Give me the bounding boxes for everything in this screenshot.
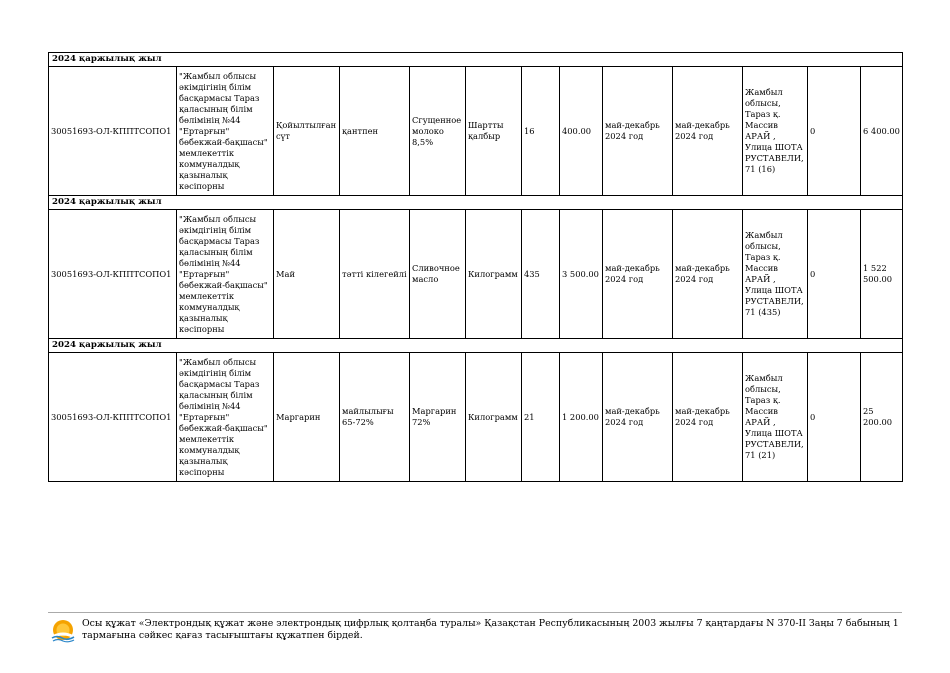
total-amount: 25 200.00: [861, 353, 903, 482]
delivery-address: Жамбыл облысы, Тараз қ. Массив АРАЙ , Улица ШОТА РУСТАВЕЛИ, 71 (435): [743, 210, 808, 339]
item-description: Сливочное масло: [410, 210, 466, 339]
delivery-address: Жамбыл облысы, Тараз қ. Массив АРАЙ , Улица ШОТА РУСТАВЕЛИ, 71 (16): [743, 67, 808, 196]
item-name: Қойылтылған сүт: [274, 67, 340, 196]
egov-sun-logo-icon: [50, 618, 76, 644]
period-to: май-декабрь 2024 год: [673, 67, 743, 196]
total-amount: 6 400.00: [861, 67, 903, 196]
procurement-table: [48, 52, 903, 482]
advance: 0: [808, 67, 861, 196]
item-characteristic: майлылығы 65-72%: [340, 353, 410, 482]
item-characteristic: тәтті кілегейлі: [340, 210, 410, 339]
lot-code: 30051693-ОЛ-КППТСОПО1: [49, 353, 177, 482]
delivery-address: Жамбыл облысы, Тараз қ. Массив АРАЙ , Улица ШОТА РУСТАВЕЛИ, 71 (21): [743, 353, 808, 482]
price: 1 200.00: [560, 353, 603, 482]
footer: [48, 616, 902, 648]
customer-name: "Жамбыл облысы әкімдігінің білім басқармасы Тараз қаласының білім бөлімінің №44 "Ертарғын" бөбекжай-бақшасы" мемлекеттік коммуналдық қазыналық кәсіпорны: [177, 67, 274, 196]
lot-code: 30051693-ОЛ-КППТСОПО1: [49, 210, 177, 339]
footer-divider: [48, 612, 902, 613]
year-label: 2024 қаржылық жыл: [49, 196, 903, 210]
year-row: [49, 339, 903, 353]
price: 400.00: [560, 67, 603, 196]
period-to: май-декабрь 2024 год: [673, 210, 743, 339]
unit: Килограмм: [466, 210, 522, 339]
item-description: Сгущенное молоко 8,5%: [410, 67, 466, 196]
quantity: 16: [522, 67, 560, 196]
year-row: [49, 53, 903, 67]
quantity: 435: [522, 210, 560, 339]
customer-name: "Жамбыл облысы әкімдігінің білім басқармасы Тараз қаласының білім бөлімінің №44 "Ертарғын" бөбекжай-бақшасы" мемлекеттік коммуналдық қазыналық кәсіпорны: [177, 353, 274, 482]
advance: 0: [808, 353, 861, 482]
table-row: [49, 210, 903, 339]
table-row: [49, 353, 903, 482]
lot-code: 30051693-ОЛ-КППТСОПО1: [49, 67, 177, 196]
advance: 0: [808, 210, 861, 339]
year-label: 2024 қаржылық жыл: [49, 53, 903, 67]
item-characteristic: қантпен: [340, 67, 410, 196]
table-row: [49, 67, 903, 196]
year-label: 2024 қаржылық жыл: [49, 339, 903, 353]
period-to: май-декабрь 2024 год: [673, 353, 743, 482]
period-from: май-декабрь 2024 год: [603, 210, 673, 339]
period-from: май-декабрь 2024 год: [603, 353, 673, 482]
total-amount: 1 522 500.00: [861, 210, 903, 339]
price: 3 500.00: [560, 210, 603, 339]
unit: Килограмм: [466, 353, 522, 482]
item-name: Май: [274, 210, 340, 339]
year-row: [49, 196, 903, 210]
item-name: Маргарин: [274, 353, 340, 482]
item-description: Маргарин 72%: [410, 353, 466, 482]
period-from: май-декабрь 2024 год: [603, 67, 673, 196]
unit: Шартты қалбыр: [466, 67, 522, 196]
customer-name: "Жамбыл облысы әкімдігінің білім басқармасы Тараз қаласының білім бөлімінің №44 "Ертарғын" бөбекжай-бақшасы" мемлекеттік коммуналдық қазыналық кәсіпорны: [177, 210, 274, 339]
footer-legal-text: Осы құжат «Электрондық құжат және электрондық цифрлық қолтаңба туралы» Қазақстан Республикасының 2003 жылғы 7 қаңтардағы N 370-II Заңы 7 бабының 1 тармағына сәйкес қағаз тасығыштағы құжатпен бірдей.: [82, 618, 899, 641]
quantity: 21: [522, 353, 560, 482]
